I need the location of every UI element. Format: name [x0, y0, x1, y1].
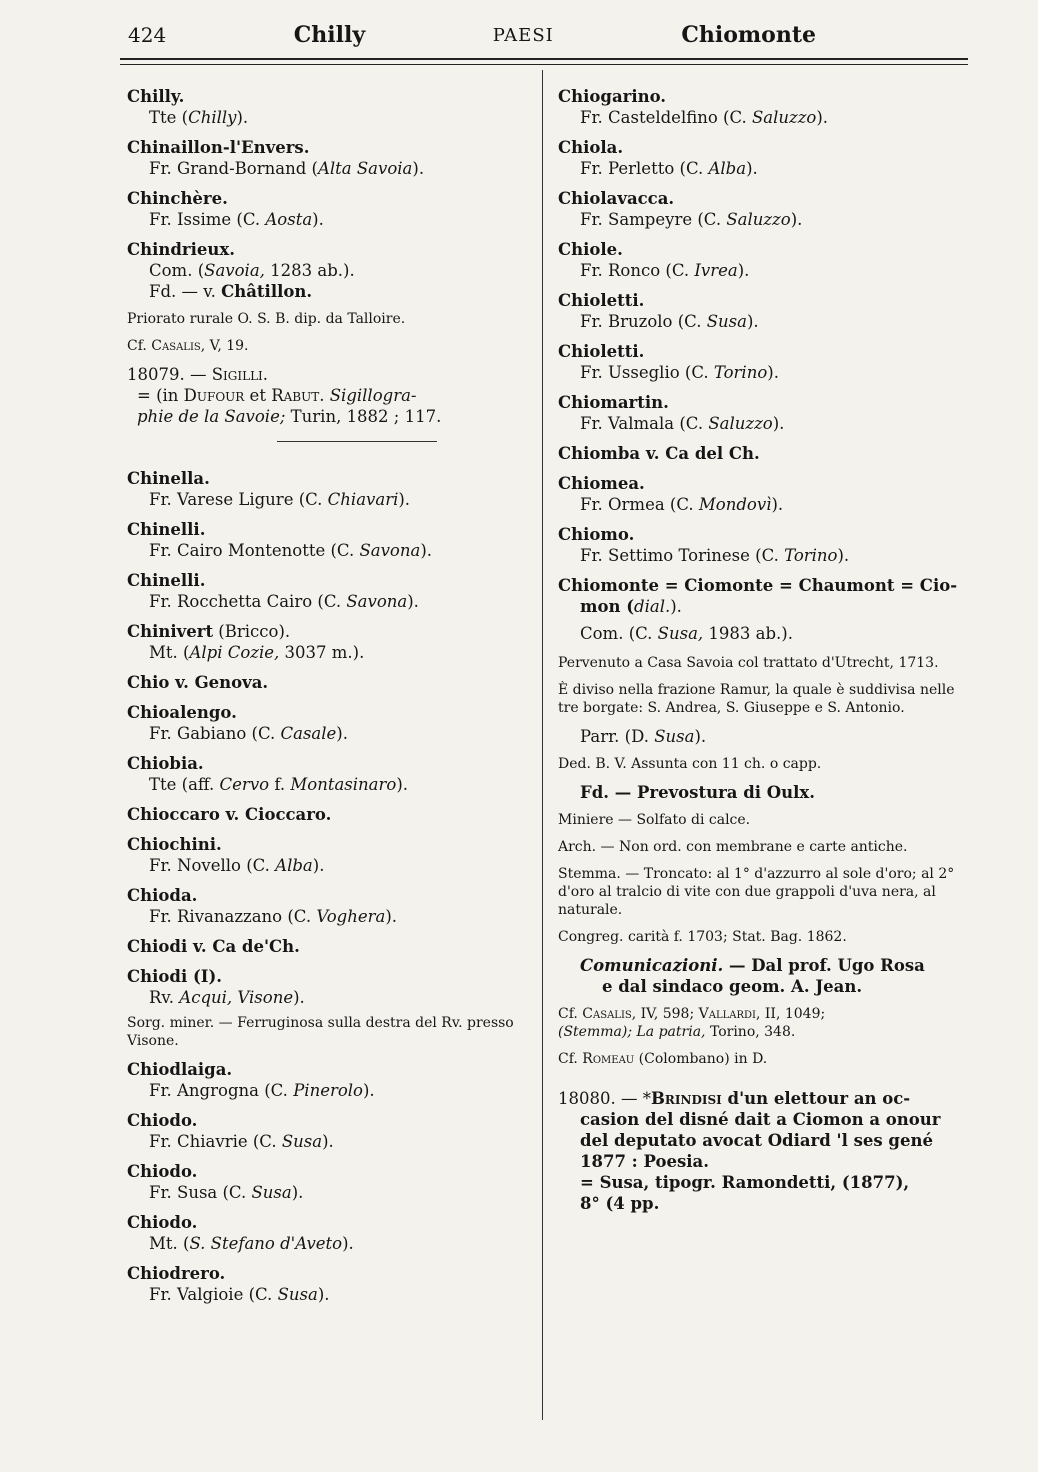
bib-line: 18080. — *Brindisi d'un elettour an oc-: [558, 1089, 911, 1108]
entry-line: Fr. Varese Ligure (C. Chiavari).: [149, 490, 411, 509]
entry: [127, 188, 533, 230]
entry-line: Fr. Grand-Bornand (Alta Savoia).: [149, 159, 425, 178]
citation: Cf. Casalis, V, 19.: [127, 338, 249, 354]
entry-head: Chioletti.: [558, 291, 645, 310]
entry-head: Chioda.: [127, 886, 198, 905]
entry-line: Fr. Susa (C. Susa).: [149, 1183, 304, 1202]
column-divider: [542, 70, 543, 1420]
entry-head: Chinchère.: [127, 189, 228, 208]
entry: [558, 341, 968, 383]
entry: [127, 834, 533, 876]
entry-line: Fr. Ronco (C. Ivrea).: [580, 261, 750, 280]
entry: [127, 936, 533, 957]
bibliography-entry: [558, 1088, 968, 1214]
entry-head: Chilly.: [127, 87, 185, 106]
entry-line: Comunicazioni. — Dal prof. Ugo Rosa: [580, 956, 925, 975]
entry: [127, 519, 533, 561]
entry-note: Congreg. carità f. 1703; Stat. Bag. 1862.: [558, 929, 847, 945]
entry: [558, 290, 968, 332]
bib-line: = Susa, tipogr. Ramondetti, (1877),: [580, 1173, 910, 1192]
entry-line: Com. (C. Susa, 1983 ab.).: [580, 624, 793, 643]
entry-note: Sorg. miner. — Ferruginosa sulla destra del Rv. presso Visone.: [127, 1015, 514, 1049]
entry: [558, 443, 968, 464]
entry-head: Chioalengo.: [127, 703, 237, 722]
entry-head: Chinella.: [127, 469, 210, 488]
header-rule-thin: [120, 64, 968, 65]
entry: [127, 804, 533, 825]
entry-line: Fr. Rivanazzano (C. Voghera).: [149, 907, 398, 926]
entry-line: Mt. (S. Stefano d'Aveto).: [149, 1234, 354, 1253]
bib-line: 1877 : Poesia.: [580, 1152, 709, 1171]
entry-note: Arch. — Non ord. con membrane e carte antiche.: [558, 839, 908, 855]
entry: [127, 1212, 533, 1254]
entry: [127, 570, 533, 612]
entry-head: Chiomea.: [558, 474, 645, 493]
entry-head: Chiodrero.: [127, 1264, 226, 1283]
entry-head: Chiodo.: [127, 1162, 198, 1181]
bib-line: 18079. — Sigilli.: [127, 365, 269, 384]
entry: [558, 86, 968, 128]
entry-head: Chiodi (I).: [127, 967, 223, 986]
entry: [127, 468, 533, 510]
entry: [127, 621, 533, 663]
entry: [127, 753, 533, 795]
entry-head: Chinivert (Bricco).: [127, 622, 291, 641]
entry-line: Fr. Valgioie (C. Susa).: [149, 1285, 330, 1304]
entry: [127, 1263, 533, 1305]
bib-line: casion del disné dait a Ciomon a onour: [580, 1110, 941, 1129]
entry-note: Ded. B. V. Assunta con 11 ch. o capp.: [558, 756, 822, 772]
entry-chiomonte: [558, 575, 968, 1214]
bibliography-entry: [127, 364, 533, 427]
entry: [558, 188, 968, 230]
entry: [558, 239, 968, 281]
entry-line: Fr. Gabiano (C. Casale).: [149, 724, 348, 743]
entry-head: Chiogarino.: [558, 87, 667, 106]
entry: [127, 672, 533, 693]
entry-head: Chiodo.: [127, 1213, 198, 1232]
entry: [127, 966, 533, 1050]
entry-head: Chinelli.: [127, 520, 206, 539]
entry: [127, 702, 533, 744]
bib-line: del deputato avocat Odiard 'l ses gené: [580, 1131, 933, 1150]
entry-line: Fd. — Prevostura di Oulx.: [580, 783, 815, 802]
entry-line: Fr. Cairo Montenotte (C. Savona).: [149, 541, 433, 560]
entry: [558, 392, 968, 434]
entry-line: Fr. Sampeyre (C. Saluzzo).: [580, 210, 803, 229]
entry-line: Com. (Savoia, 1283 ab.).: [149, 261, 355, 280]
entry: [558, 137, 968, 179]
section-title: PAESI: [492, 24, 554, 46]
left-column: [127, 86, 533, 1314]
entry: [127, 1059, 533, 1101]
entry-note: Priorato rurale O. S. B. dip. da Talloire.: [127, 311, 406, 327]
entry-head: Chiodi v. Ca de'Ch.: [127, 937, 300, 956]
entry-head: Chiodlaiga.: [127, 1060, 233, 1079]
entry-line: Fr. Chiavrie (C. Susa).: [149, 1132, 334, 1151]
header-rule: [120, 58, 968, 60]
entry-head: Chinelli.: [127, 571, 206, 590]
entry: [558, 524, 968, 566]
bib-line: = (in Dufour et Rabut. Sigillogra-: [137, 386, 417, 405]
entry: [127, 239, 533, 355]
entry-line: Mt. (Alpi Cozie, 3037 m.).: [149, 643, 365, 662]
entry-head: Chiomba v. Ca del Ch.: [558, 444, 760, 463]
running-header: [128, 18, 816, 52]
entry-line: Fd. — v. Châtillon.: [149, 282, 313, 301]
entry-head: Chiola.: [558, 138, 624, 157]
page-number: 424: [128, 23, 167, 47]
entry-line: Fr. Bruzolo (C. Susa).: [580, 312, 759, 331]
entry-head: Chiomo.: [558, 525, 635, 544]
entry-line: Fr. Ormea (C. Mondovì).: [580, 495, 784, 514]
entry-head: Chiomonte = Ciomonte = Chaumont = Cio-: [558, 576, 958, 595]
entry-head: Chiolavacca.: [558, 189, 675, 208]
right-column: [558, 86, 968, 1223]
entry-head: Chio v. Genova.: [127, 673, 269, 692]
citation: Cf. Romeau (Colombano) in D.: [558, 1051, 768, 1067]
entry-line: Fr. Usseglio (C. Torino).: [580, 363, 779, 382]
citation: Cf. Casalis, IV, 598; Vallardi, II, 1049; (Stemma); La patria, Torino, 348.: [558, 1006, 826, 1040]
entry-line: Fr. Angrogna (C. Pinerolo).: [149, 1081, 375, 1100]
entry: [127, 885, 533, 927]
entry-head: Chindrieux.: [127, 240, 235, 259]
headword-left: Chilly: [293, 22, 366, 48]
entry-head: Chiodo.: [127, 1111, 198, 1130]
entry-line: Tte (Chilly).: [149, 108, 249, 127]
entry-head: Chiomartin.: [558, 393, 669, 412]
entry: [127, 86, 533, 128]
bib-line: phie de la Savoie; Turin, 1882 ; 117.: [137, 407, 442, 426]
entry-head: Chiochini.: [127, 835, 222, 854]
headword-right: Chiomonte: [681, 22, 816, 48]
entry-line: Fr. Rocchetta Cairo (C. Savona).: [149, 592, 419, 611]
entry-head: Chioccaro v. Cioccaro.: [127, 805, 332, 824]
entry-head: Chiole.: [558, 240, 623, 259]
entry-line: Parr. (D. Susa).: [580, 727, 707, 746]
entry-line: Rv. Acqui, Visone).: [149, 988, 305, 1007]
entry-line: Fr. Issime (C. Aosta).: [149, 210, 324, 229]
entry: [127, 1161, 533, 1203]
bib-line: 8° (4 pp.: [580, 1194, 660, 1213]
entry: [127, 1110, 533, 1152]
entry: [127, 137, 533, 179]
entry-line: Fr. Casteldelfino (C. Saluzzo).: [580, 108, 829, 127]
separator-rule: [277, 441, 437, 442]
entry-note: È diviso nella frazione Ramur, la quale è suddivisa nelle tre borgate: S. Andrea, S. Giuseppe e S. Antonio.: [558, 682, 955, 716]
entry-head: Chinaillon-l'Envers.: [127, 138, 310, 157]
entry-head: Chioletti.: [558, 342, 645, 361]
entry-line: Fr. Valmala (C. Saluzzo).: [580, 414, 785, 433]
entry-line: Fr. Perletto (C. Alba).: [580, 159, 758, 178]
entry-line: e dal sindaco geom. A. Jean.: [602, 977, 863, 996]
entry-note: Stemma. — Troncato: al 1° d'azzurro al sole d'oro; al 2° d'oro al tralcio di vite con due grappoli d'uva nera, al naturale.: [558, 866, 955, 918]
entry-line: Fr. Settimo Torinese (C. Torino).: [580, 546, 850, 565]
entry-head: Chiobia.: [127, 754, 204, 773]
entry-note: Pervenuto a Casa Savoia col trattato d'Utrecht, 1713.: [558, 655, 939, 671]
entry-note: Miniere — Solfato di calce.: [558, 812, 751, 828]
entry-line: Tte (aff. Cervo f. Montasinaro).: [149, 775, 408, 794]
entry-line: Fr. Novello (C. Alba).: [149, 856, 325, 875]
entry: [558, 473, 968, 515]
entry-head-cont: mon (dial.).: [580, 597, 682, 616]
